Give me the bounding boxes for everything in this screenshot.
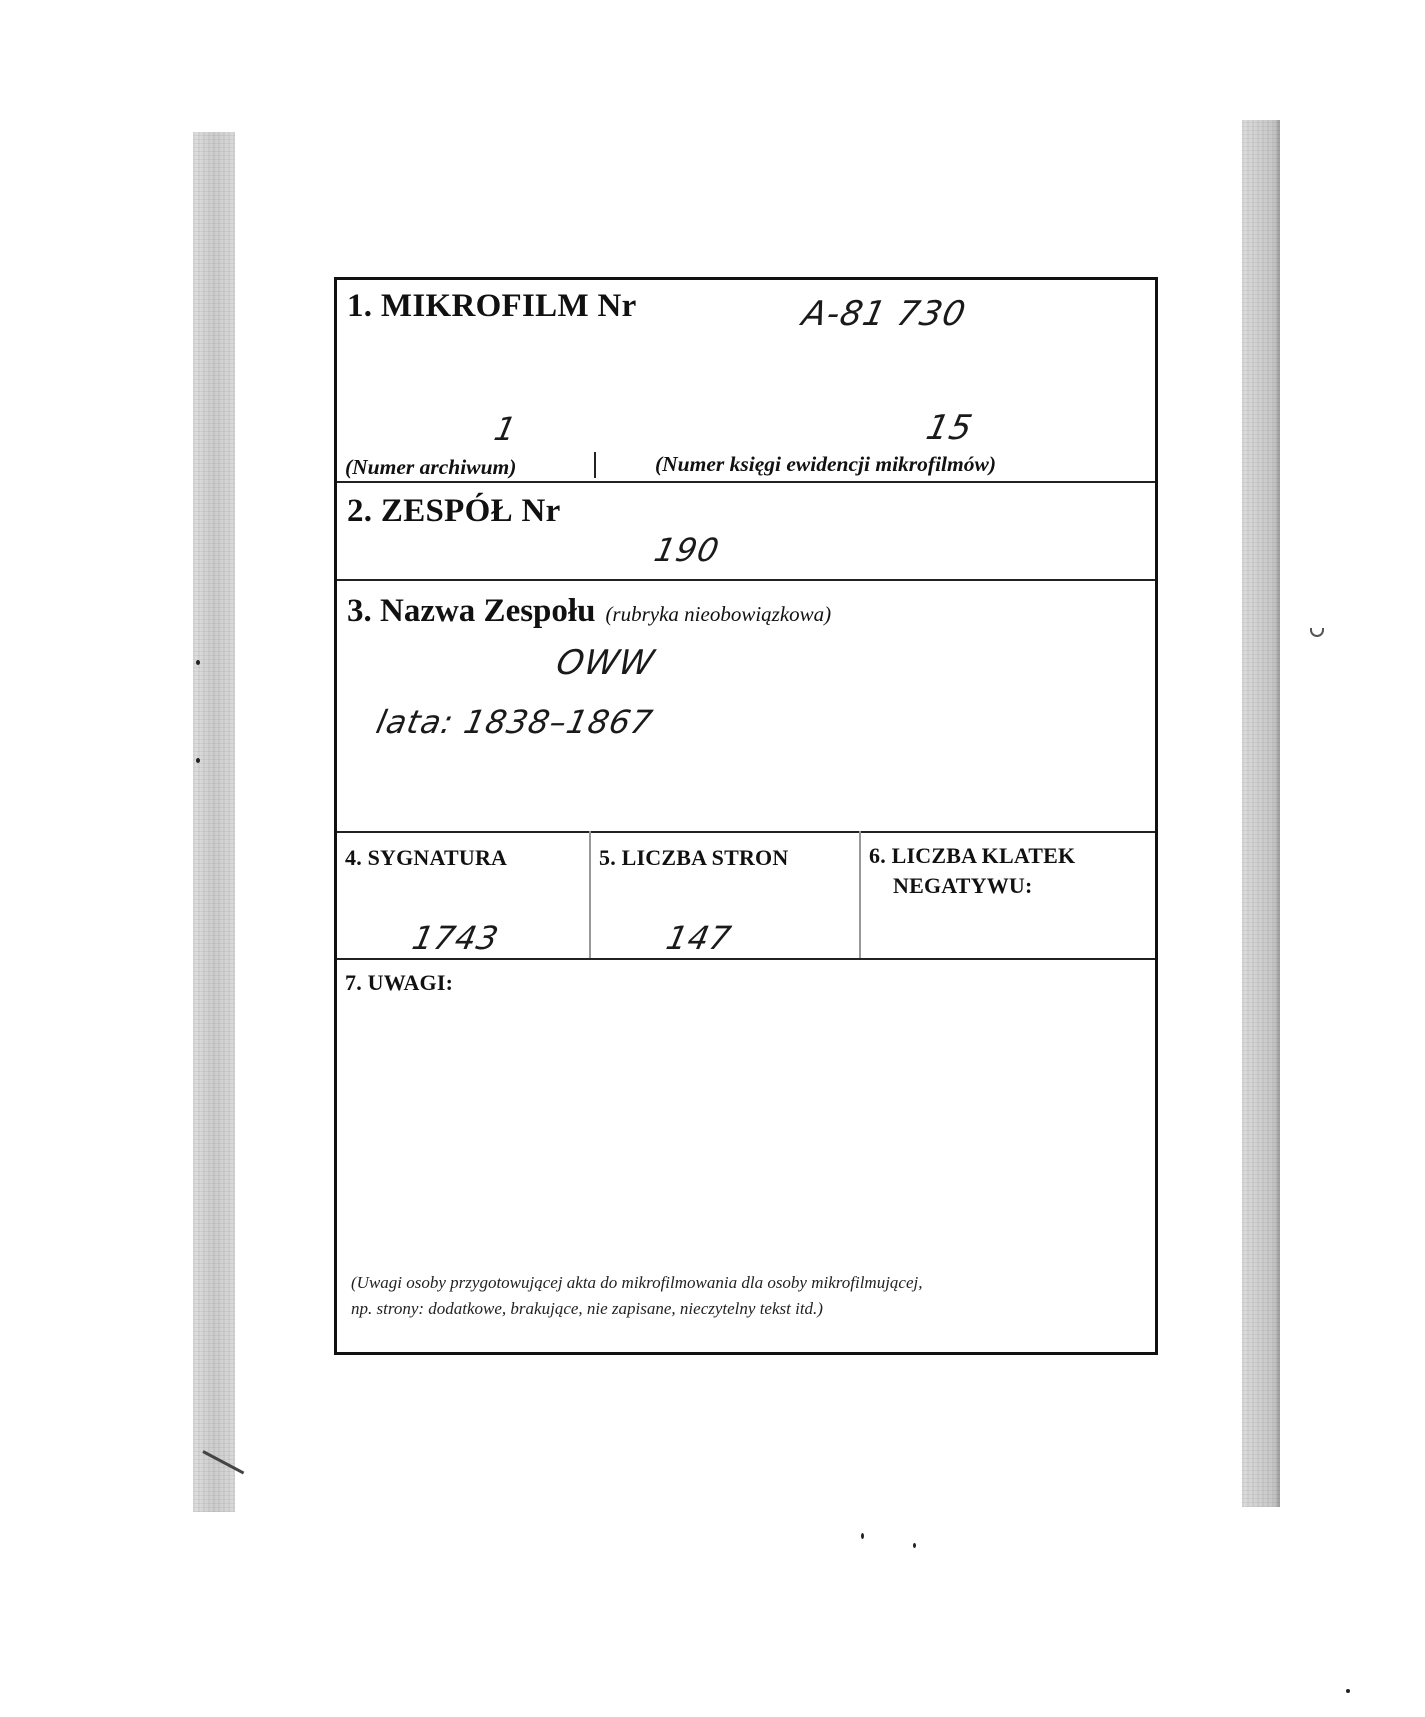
- page-count-label: 5. LICZBA STRON: [599, 845, 789, 870]
- section-details-row: [337, 831, 1155, 960]
- fonds-name-heading: [347, 593, 831, 630]
- negative-frames-label-line1: 6. LICZBA KLATEK: [869, 843, 1076, 868]
- section-remarks: [337, 958, 1155, 1352]
- scan-edge-left: [193, 132, 235, 1512]
- fonds-name-optional-note: (rubryka nieobowiązkowa): [605, 602, 832, 626]
- archive-number-label: (Numer archiwum): [345, 455, 517, 479]
- microfilm-form: [334, 277, 1158, 1355]
- column-divider: [589, 831, 591, 958]
- subfield-divider: [594, 452, 596, 478]
- section-microfilm-number: [337, 280, 1155, 483]
- speck: [913, 1543, 916, 1548]
- remarks-instructions-line1: (Uwagi osoby przygotowującej akta do mikrofilmowania dla osoby mikrofilmującej,: [351, 1273, 923, 1292]
- speck: [1346, 1689, 1350, 1693]
- speck: [196, 660, 200, 665]
- scan-edge-right: [1242, 120, 1280, 1507]
- margin-mark: [1310, 628, 1324, 637]
- remarks-label: 7. UWAGI:: [345, 970, 454, 995]
- negative-frames-label-line2: NEGATYWU:: [893, 873, 1033, 898]
- registry-number-label: (Numer księgi ewidencji mikrofilmów): [655, 452, 996, 476]
- fonds-name-value[interactable]: OWW: [552, 643, 659, 683]
- section-fonds-name: [337, 579, 1155, 833]
- archive-number-value[interactable]: 1: [490, 410, 521, 448]
- fonds-name-label: 3. Nazwa Zespołu: [347, 593, 596, 629]
- page-count-value[interactable]: 147: [662, 919, 736, 957]
- microfilm-number-value[interactable]: A-81 730: [798, 294, 970, 334]
- signature-value[interactable]: 1743: [408, 919, 503, 957]
- column-divider: [859, 831, 861, 958]
- remarks-instructions: [351, 1270, 923, 1322]
- section-fonds-number: [337, 481, 1155, 581]
- fonds-years-value[interactable]: lata: 1838–1867: [372, 703, 657, 741]
- signature-label: 4. SYGNATURA: [345, 845, 508, 870]
- remarks-instructions-line2: np. strony: dodatkowe, brakujące, nie zapisane, nieczytelny tekst itd.): [351, 1299, 823, 1318]
- fonds-number-label: 2. ZESPÓŁ Nr: [347, 493, 561, 529]
- fonds-number-value[interactable]: 190: [650, 531, 724, 569]
- speck: [861, 1533, 864, 1539]
- speck: [196, 758, 200, 763]
- registry-number-value[interactable]: 15: [922, 408, 977, 448]
- microfilm-number-label: 1. MIKROFILM Nr: [347, 288, 637, 324]
